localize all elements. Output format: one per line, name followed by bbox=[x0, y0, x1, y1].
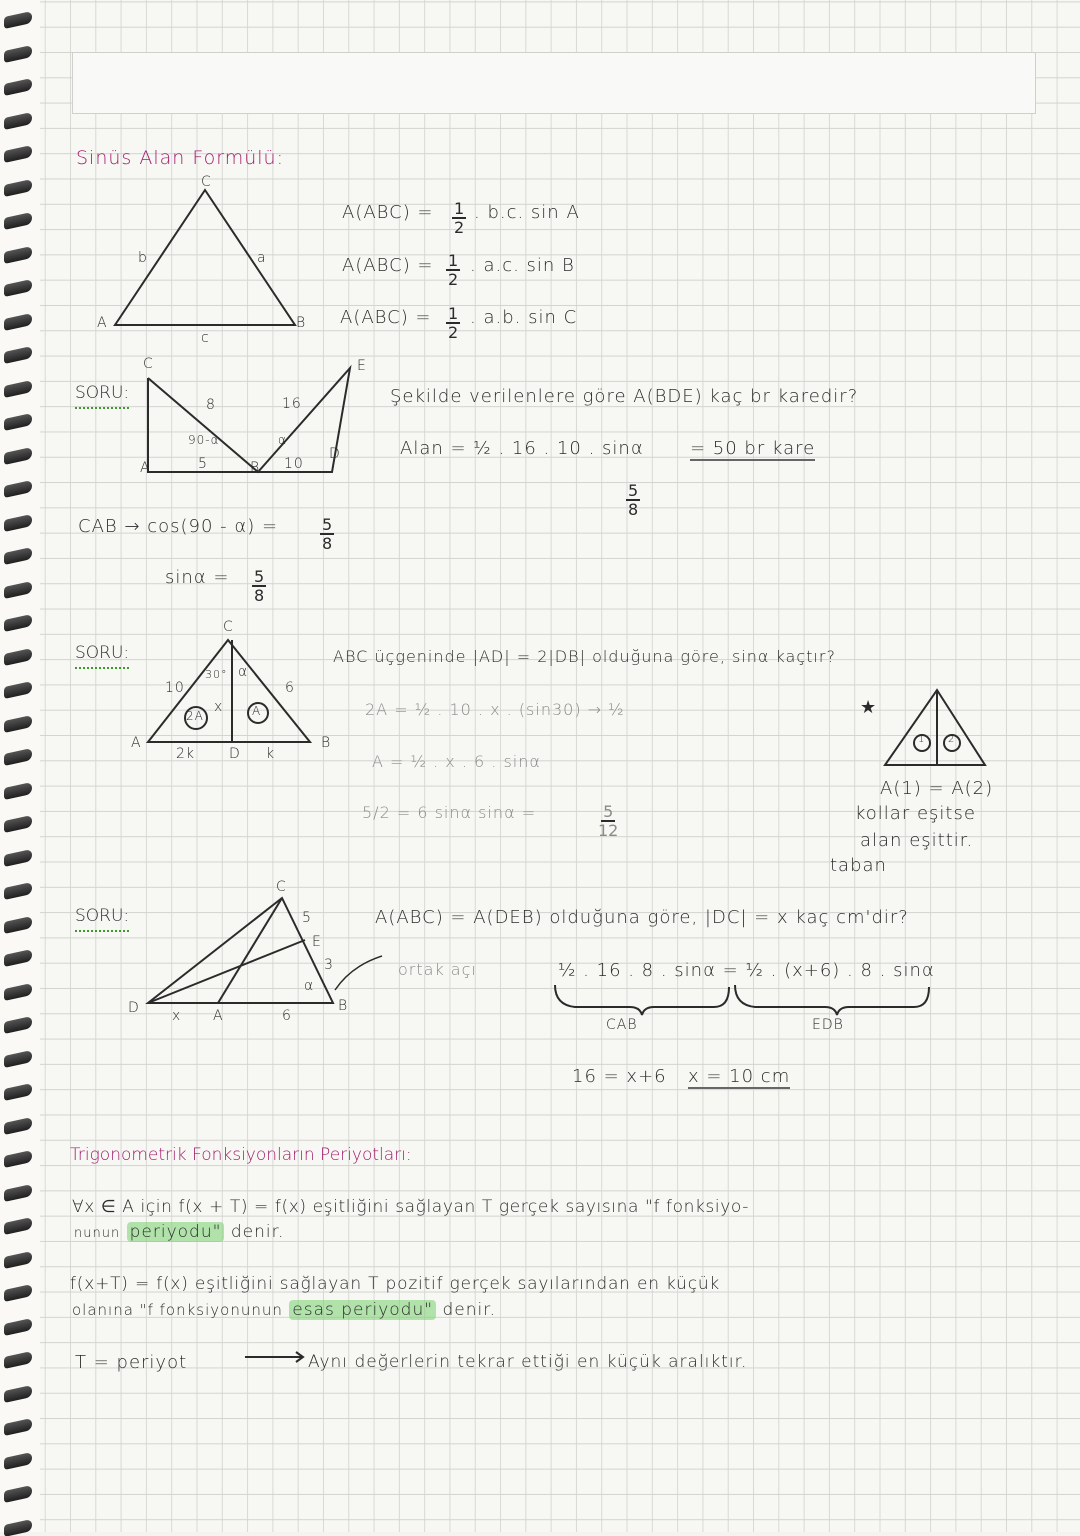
denominator: 8 bbox=[322, 534, 333, 553]
section-title-periods: Trigonometrik Fonksiyonların Periyotları: bbox=[70, 1145, 412, 1165]
fraction bbox=[446, 305, 460, 341]
formula-lhs: A(ABC) = bbox=[342, 202, 434, 223]
question-text: A(ABC) = A(DEB) olduğuna göre, |DC| = x kaç cm'dir? bbox=[375, 907, 909, 928]
question-label: SORU: bbox=[75, 643, 130, 663]
text: nunun bbox=[74, 1226, 121, 1241]
brace-label: EDB bbox=[812, 1017, 844, 1033]
equation: ½ . 16 . 8 . sinα = ½ . (x+6) . 8 . sinα bbox=[558, 960, 935, 981]
side-label: 6 bbox=[282, 1008, 292, 1024]
formula-lhs: A(ABC) = bbox=[342, 255, 434, 276]
numerator: 1 bbox=[448, 251, 459, 270]
denominator: 2 bbox=[448, 270, 459, 289]
question-label: SORU: bbox=[75, 383, 130, 403]
common-angle-note: ortak açı bbox=[398, 960, 477, 979]
vertex-label: B bbox=[321, 735, 332, 751]
final-answer: x = 10 cm bbox=[688, 1066, 791, 1087]
question-text: Şekilde verilenlere göre A(BDE) kaç br karedir? bbox=[390, 386, 859, 407]
numerator: 5 bbox=[628, 481, 639, 500]
side-label-a: a bbox=[257, 250, 267, 266]
note-text: taban bbox=[830, 855, 887, 876]
side-label: 6 bbox=[285, 680, 295, 696]
star-triangle bbox=[885, 690, 985, 765]
text: denir. bbox=[230, 1222, 285, 1242]
vertex-label: C bbox=[276, 879, 287, 895]
side-label: 10 bbox=[165, 680, 185, 696]
solution-line: Alan = ½ . 16 . 10 . sinα bbox=[400, 438, 644, 459]
answer-fraction bbox=[598, 803, 618, 839]
note-text: alan eşittir. bbox=[860, 830, 974, 851]
vertex-label: C bbox=[223, 619, 234, 635]
angle-label: 30° bbox=[205, 668, 228, 681]
final-equation: 16 = x+6 bbox=[572, 1066, 667, 1087]
solution-result: = 50 br kare bbox=[690, 438, 816, 459]
angle-label: 90-α bbox=[188, 433, 220, 447]
sin-value-fraction bbox=[626, 482, 640, 518]
question-label: SORU: bbox=[75, 906, 130, 926]
highlighted-term: esas periyodu" bbox=[289, 1300, 436, 1320]
denominator: 8 bbox=[254, 586, 265, 605]
triangle-bde-diagram bbox=[148, 368, 350, 472]
vertex-label-a: A bbox=[97, 315, 108, 331]
angle-label: α bbox=[238, 664, 249, 680]
vertex-label: B bbox=[250, 460, 261, 476]
vertex-label: D bbox=[329, 446, 341, 462]
region-label: 2 bbox=[948, 734, 955, 745]
fraction bbox=[446, 252, 460, 288]
side-label: 2k bbox=[176, 746, 196, 762]
step-line: sinα = bbox=[165, 567, 230, 588]
numerator: 5 bbox=[254, 567, 265, 586]
vertex-label: E bbox=[357, 358, 367, 374]
fraction bbox=[320, 516, 334, 552]
vertex-label: A bbox=[140, 460, 151, 476]
angle-label: α bbox=[278, 433, 287, 447]
side-label: x bbox=[172, 1008, 182, 1024]
numerator: 5 bbox=[603, 802, 614, 821]
work-line: A = ½ . x . 6 . sinα bbox=[372, 752, 541, 771]
highlighted-term: periyodu" bbox=[127, 1222, 225, 1242]
star-icon: ★ bbox=[860, 697, 878, 718]
text: denir. bbox=[442, 1300, 497, 1320]
question-text: ABC üçgeninde |AD| = 2|DB| olduğuna göre, sinα kaçtır? bbox=[333, 647, 836, 666]
vertex-label: A bbox=[131, 735, 142, 751]
paragraph-line bbox=[72, 1300, 496, 1320]
side-label-b: b bbox=[138, 250, 148, 266]
side-label: 10 bbox=[284, 456, 304, 472]
side-label: k bbox=[266, 746, 276, 762]
side-label: 5 bbox=[198, 456, 208, 472]
fraction bbox=[452, 200, 466, 236]
work-line: 2A = ½ . 10 . x . (sin30) → ½ bbox=[365, 700, 625, 719]
period-definition-term: T = periyot bbox=[75, 1352, 188, 1373]
vertex-label: D bbox=[128, 1000, 140, 1016]
side-label-c: c bbox=[201, 330, 210, 346]
vertex-label: C bbox=[143, 356, 154, 372]
note-equation: A(1) = A(2) bbox=[880, 778, 994, 799]
fraction bbox=[252, 568, 266, 604]
vertex-label-c: C bbox=[201, 174, 212, 190]
vertex-label-b: B bbox=[296, 315, 307, 331]
numerator: 5 bbox=[322, 515, 333, 534]
side-label: 3 bbox=[324, 957, 334, 973]
brace-label: CAB bbox=[606, 1017, 638, 1033]
formula-rhs: . a.b. sin C bbox=[470, 307, 578, 328]
denominator: 2 bbox=[454, 218, 465, 237]
paragraph-line: f(x+T) = f(x) eşitliğini sağlayan T pozitif gerçek sayılarından en küçük bbox=[70, 1274, 721, 1294]
region-label: 1 bbox=[918, 734, 925, 745]
period-definition-text: Aynı değerlerin tekrar ettiği en küçük aralıktır. bbox=[308, 1352, 748, 1372]
vertex-label: B bbox=[338, 998, 349, 1014]
vertex-label: E bbox=[312, 934, 322, 950]
note-text: kollar eşitse bbox=[855, 803, 976, 824]
paragraph-line: ∀x ∈ A için f(x + T) = f(x) eşitliğini sağlayan T gerçek sayısına "f fonksiyo- bbox=[72, 1197, 749, 1217]
side-label: x bbox=[214, 699, 224, 715]
section-title-sine-area: Sinüs Alan Formülü: bbox=[76, 147, 284, 169]
numerator: 1 bbox=[454, 199, 465, 218]
side-label: 5 bbox=[302, 910, 312, 926]
formula-lhs: A(ABC) = bbox=[340, 307, 432, 328]
vertex-label: A bbox=[213, 1008, 224, 1024]
vertex-label: D bbox=[229, 746, 241, 762]
formula-rhs: . b.c. sin A bbox=[474, 202, 580, 223]
step-line: CAB → cos(90 - α) = bbox=[78, 516, 279, 537]
area-label: A bbox=[252, 704, 262, 718]
side-label: 16 bbox=[282, 396, 302, 412]
denominator: 12 bbox=[598, 821, 619, 840]
side-label: 8 bbox=[206, 397, 216, 413]
formula-rhs: . a.c. sin B bbox=[470, 255, 575, 276]
area-label: 2A bbox=[186, 709, 204, 723]
text: olanına "f fonksiyonunun bbox=[72, 1301, 283, 1319]
paragraph-line bbox=[74, 1222, 284, 1242]
angle-label: α bbox=[304, 978, 315, 994]
work-line: 5/2 = 6 sinα sinα = bbox=[362, 803, 537, 822]
denominator: 8 bbox=[628, 500, 639, 519]
denominator: 2 bbox=[448, 323, 459, 342]
numerator: 1 bbox=[448, 304, 459, 323]
